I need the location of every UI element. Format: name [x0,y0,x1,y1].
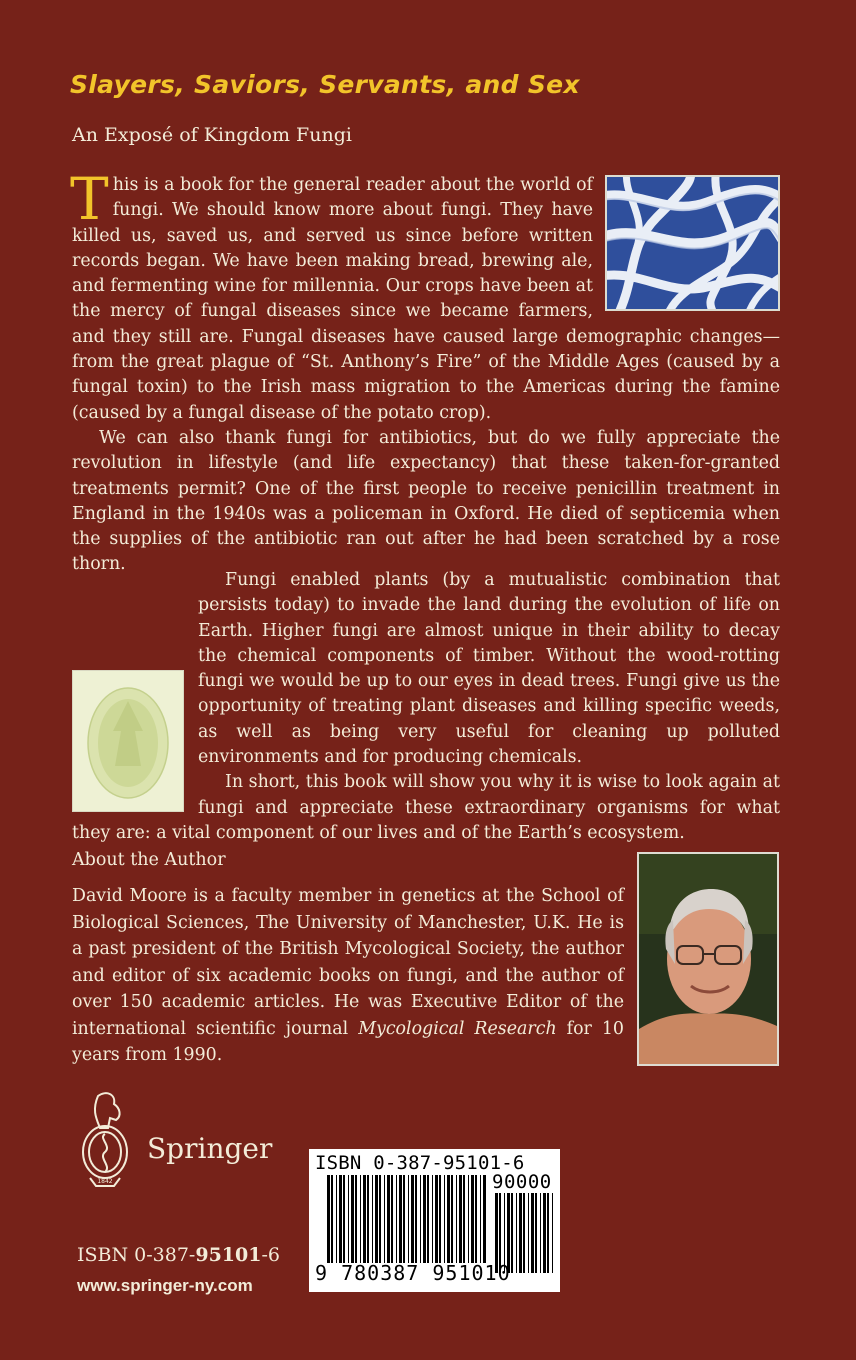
barcode-bar [516,1193,517,1273]
barcode-isbn-line: ISBN 0-387-95101-6 [315,1152,525,1174]
blurb-paragraph-4: In short, this book will show you why it is wise to look again at fungi and appreciate these extraordinary organisms for what they are: a vital component of our lives and of the Earth’s ecosystem. [72,772,780,843]
fungal-specimen-image [72,670,184,812]
barcode-bar [379,1175,381,1263]
barcode-bar [471,1175,474,1263]
barcode-bar [519,1193,522,1273]
barcode-bar [367,1175,369,1263]
barcode-bar [355,1175,357,1263]
barcode-bar [396,1175,397,1263]
blurb-paragraph-3: Fungi enabled plants (by a mutualistic combination that persists today) to invade the land during the evolution of life on Earth. Higher fungi are almost unique in their ability to decay the chemical components of timber. Without the wood-rotting fungi we would be up to our eyes in dead trees. Fungi give us the opportunity of treating plant diseases and killing specific weeds, as well as being very useful for cleaning up polluted environments and for producing chemicals. [198,570,780,768]
barcode-bar [463,1175,465,1263]
publisher-url[interactable]: www.springer-ny.com [77,1276,253,1295]
blurb-upper [70,165,780,578]
barcode-bar [540,1193,541,1273]
logo-year: 1842 [97,1178,113,1185]
barcode-bar [535,1193,537,1273]
barcode-bar [391,1175,393,1263]
barcode-bar [351,1175,354,1263]
barcode-bar [411,1175,414,1263]
barcode-bar [363,1175,366,1263]
isbn-prefix: ISBN 0-387- [77,1244,196,1266]
about-author-heading: About the Author [72,850,226,870]
barcode-bar [343,1175,345,1263]
barcode-bar [547,1193,549,1273]
barcode-bar [552,1193,553,1273]
barcode-bar [399,1175,402,1263]
barcode-bar [483,1175,486,1263]
blurb-paragraph-1-text: his is a book for the general reader about the world of fungi. We should know more about fungi. They have killed us, saved us, and served us since before written records began. We have been making bread, brewing ale, and fermenting wine for millennia. Our crops have been at the mercy of fungal diseases since we became farmers, and they still are. Fungal diseases have caused large demographic changes—from the great plague of “St. Anthony’s Fire” of the Middle Ages (caused by a fungal toxin) to the Irish mass migration to the Americas during the famine (caused by a fungal disease of the potato crop). [72,175,780,423]
barcode-bar [432,1175,433,1263]
barcode-bar [372,1175,373,1263]
isbn-text [77,1244,280,1266]
book-subtitle: An Exposé of Kingdom Fungi [72,124,352,146]
barcode-bar [439,1175,441,1263]
barcode-bar [531,1193,534,1273]
barcode-bar [435,1175,438,1263]
barcode-bar [420,1175,421,1263]
barcode-bar [427,1175,429,1263]
blurb-lower [72,568,780,846]
author-portrait-image [637,852,779,1066]
barcode-bar [543,1193,546,1273]
drop-cap: T [70,165,109,233]
barcode-bar [475,1175,477,1263]
barcode-bar [384,1175,385,1263]
barcode-bar [451,1175,453,1263]
barcode-bar [459,1175,462,1263]
about-text-after: for 10 years from 1990. [72,1018,624,1065]
barcode-bar [408,1175,409,1263]
barcode-addon-digits: 90000 [492,1171,552,1193]
barcode-bar [444,1175,445,1263]
publisher-name: Springer [147,1132,273,1165]
blurb-paragraph-2: We can also thank fungi for antibiotics, but do we fully appreciate the revolution in lifestyle (and life expectancy) that these taken-for-granted treatments permit? One of the first people to receive penicillin treatment in England in the 1940s was a policeman in Oxford. He died of septicemia when the supplies of the antibiotic ran out after he had been scratched by a rose thorn. [72,427,780,575]
barcode-bar [348,1175,349,1263]
barcode-bar [387,1175,390,1263]
barcode-bar [360,1175,361,1263]
barcode-bar [336,1175,337,1263]
springer-knight-logo-icon [70,1088,140,1192]
barcode-bar [415,1175,417,1263]
isbn-bold: 95101 [195,1244,262,1266]
barcode-bar [339,1175,342,1263]
about-author-text [72,883,624,1069]
barcode-bar [468,1175,469,1263]
barcode-bar [523,1193,525,1273]
barcode-bar [331,1175,333,1263]
barcode-bar [327,1175,330,1263]
hyphae-micrograph-image [605,175,780,311]
barcode-ean-digits: 9 780387 951010 [315,1261,511,1285]
barcode-bar [528,1193,529,1273]
book-title: Slayers, Saviors, Servants, and Sex [70,70,580,99]
barcode-bar [511,1193,513,1273]
barcode-bar [447,1175,450,1263]
barcode-bar [423,1175,426,1263]
journal-title: Mycological Research [358,1018,557,1039]
barcode-bar [456,1175,457,1263]
barcode-bar [480,1175,481,1263]
barcode-bar [375,1175,378,1263]
barcode [309,1149,560,1292]
barcode-bar [403,1175,405,1263]
isbn-suffix: -6 [261,1244,280,1266]
about-text-before: David Moore is a faculty member in genetics at the School of Biological Sciences, The University of Manchester, U.K. He is a past president of the British Mycological Society, the author and editor of six academic books on fungi, and the author of over 150 academic articles. He was Executive Editor of the international scientific journal [72,886,624,1039]
